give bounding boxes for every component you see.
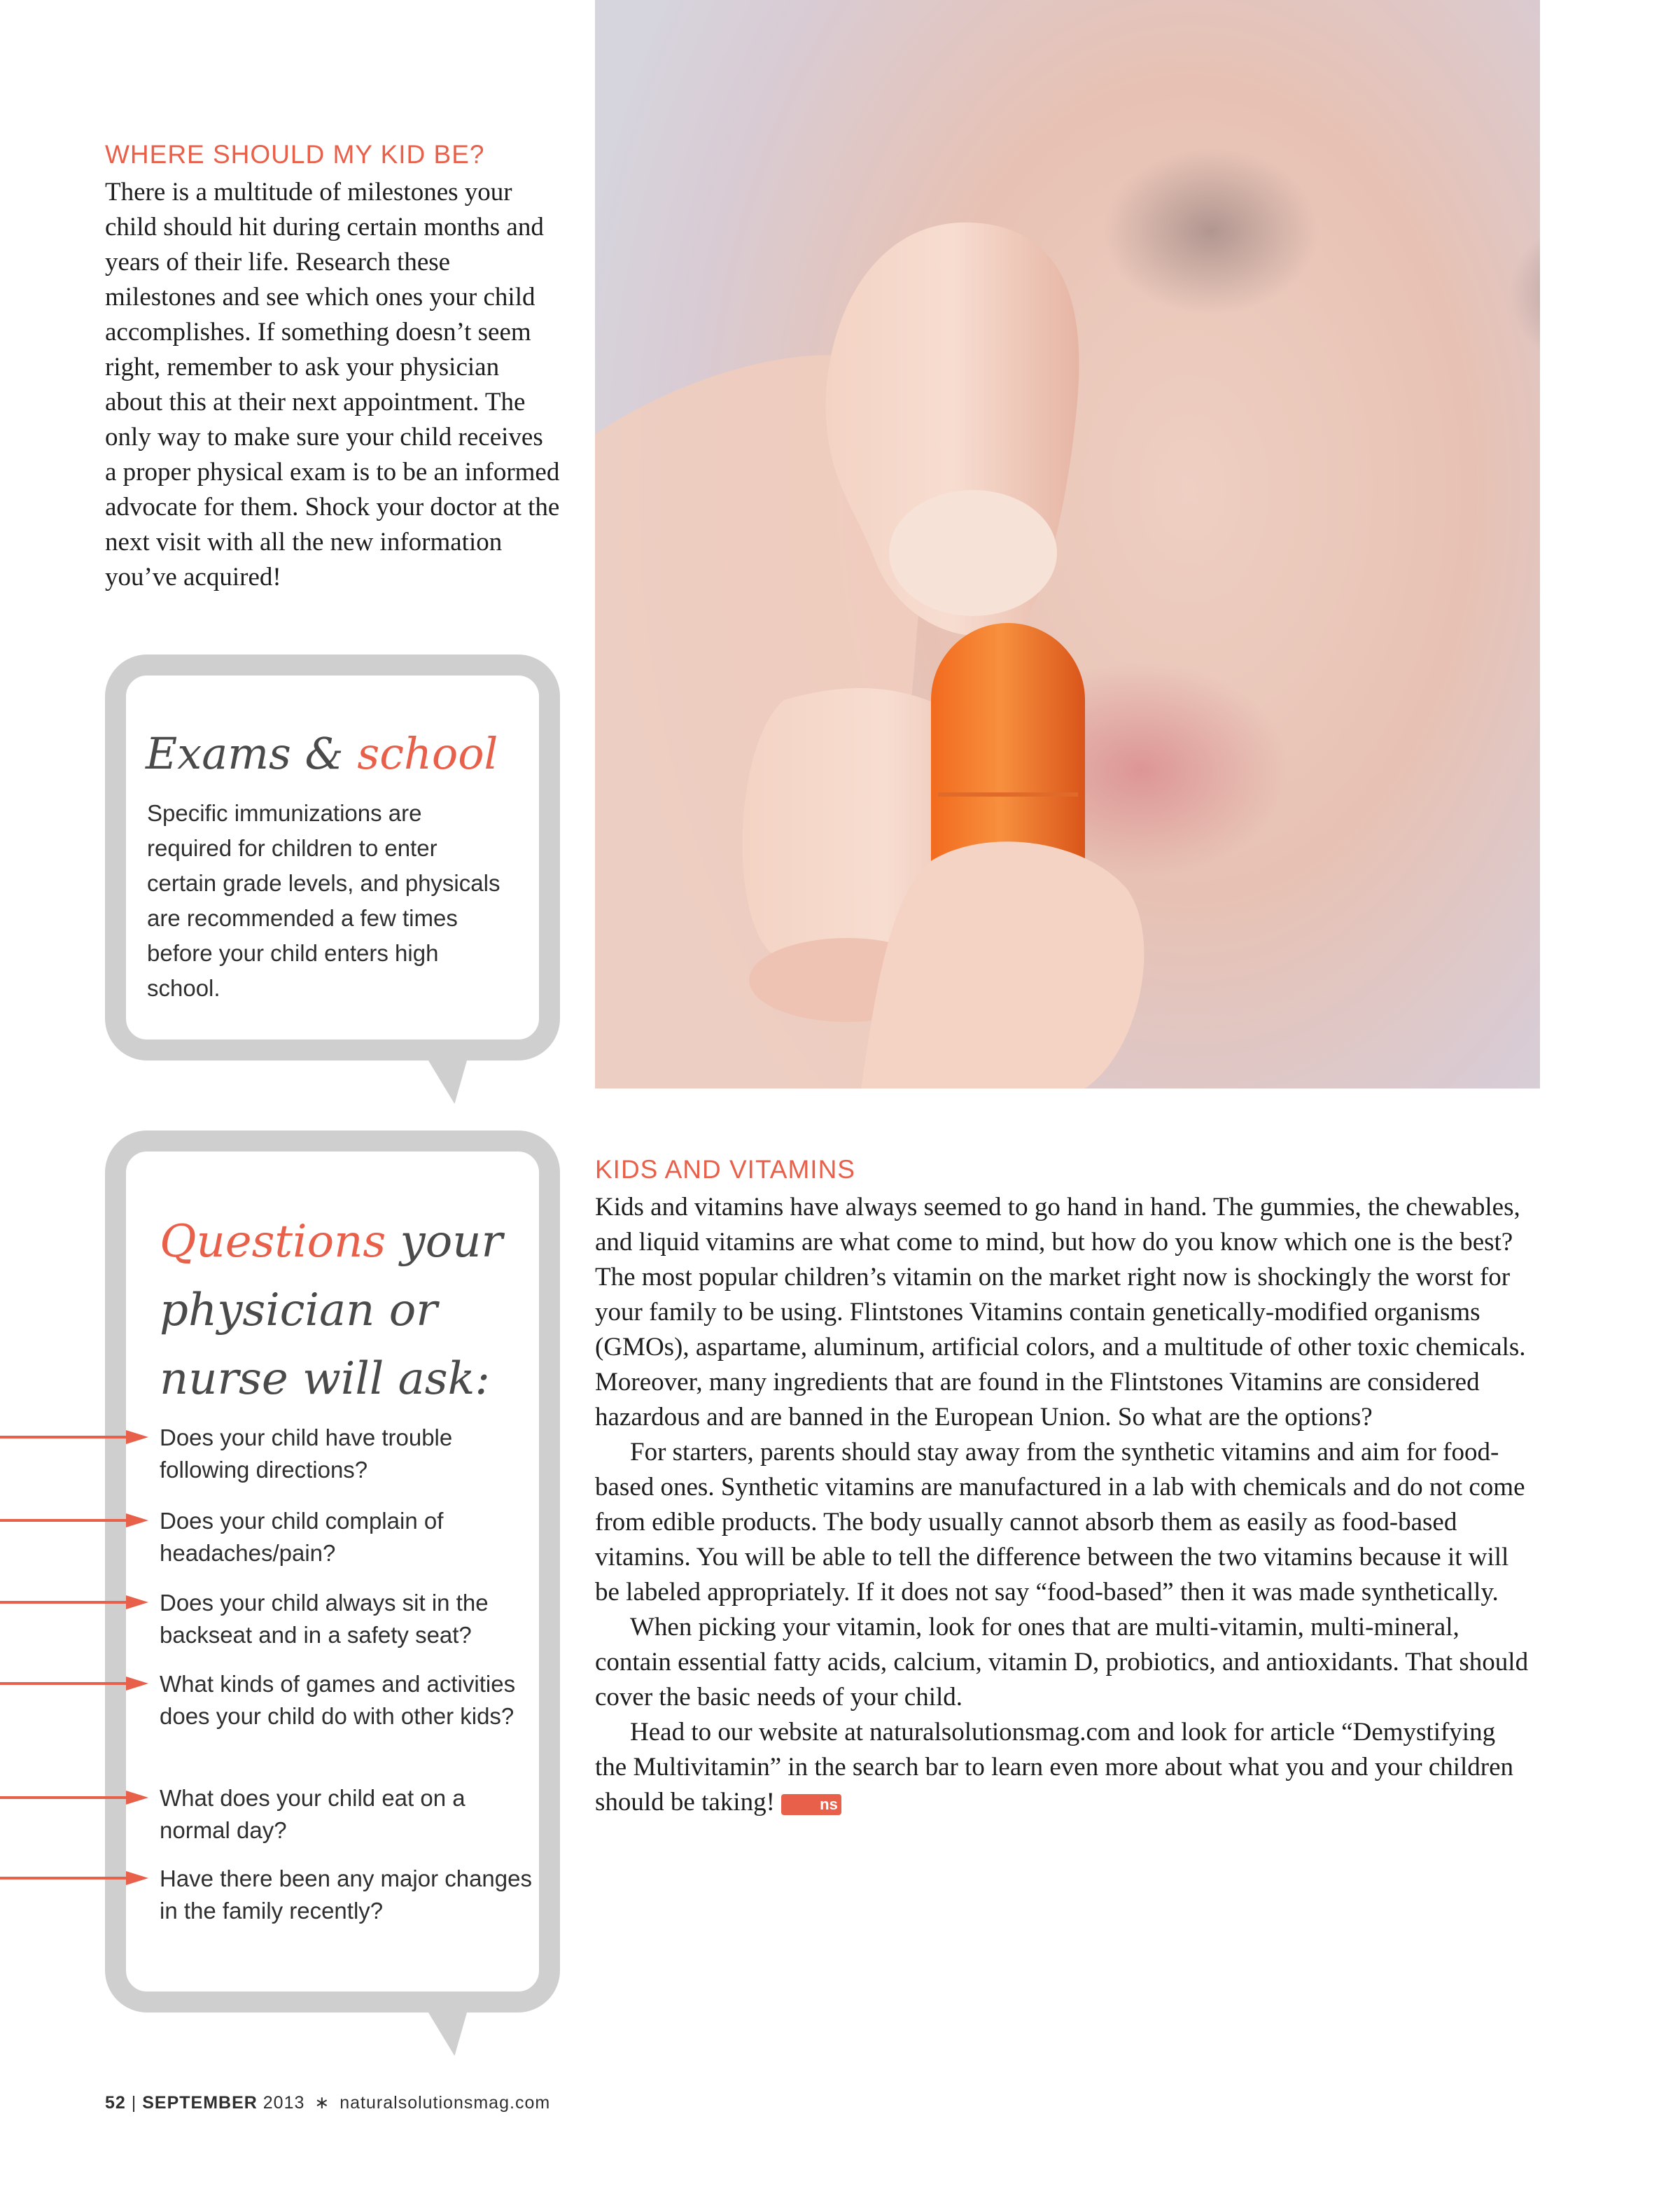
exams-title-part1: Exams &: [146, 728, 358, 779]
question-item: What does your child eat on a normal day?: [160, 1785, 465, 1843]
footer-year: 2013: [262, 2093, 305, 2113]
questions-title-accent: Questions: [160, 1216, 386, 1268]
vitamins-paragraph-4: [595, 1715, 1533, 1820]
exams-title-part2: school: [357, 728, 498, 779]
page-number: 52: [105, 2093, 126, 2113]
question-item: Does your child always sit in the backseat and in a safety seat?: [160, 1590, 489, 1648]
question-item: What kinds of games and activities does your child do with other kids?: [160, 1671, 516, 1729]
vitamins-paragraph-3: When picking your vitamin, look for ones that are multi-vitamin, multi-mineral, contain essential fatty acids, calcium, vitamin D, probiotics, and antioxidants. That should cover the basic needs of your child.: [595, 1613, 1529, 1712]
arrow-icon: [0, 1513, 148, 1527]
section-title-vitamins: KIDS AND VITAMINS: [595, 1155, 855, 1184]
child-holding-vitamin-icon: [595, 0, 1540, 1088]
footer-separator: |: [131, 2093, 137, 2113]
exams-school-bubble-tail: [416, 1041, 472, 1104]
vitamins-paragraph-1: Kids and vitamins have always seemed to go hand in hand. The gummies, the chewables, and liquid vitamins are what come to mind, but how do you know which one is the best? The most popular children’s vitamin on the market right now is shockingly the worst for your family to be using. Flintstones Vitamins contain genetically-modified organisms (GMOs), aspartame, aluminum, artificial colors, and a multitude of other toxic chemicals. Moreover, many ingredients that are found in the Flintstones Vitamins are considered hazardous and are banned in the European Union. So what are the options?: [595, 1193, 1526, 1432]
page-footer: [105, 2092, 550, 2113]
child-vitamin-photo: [595, 0, 1540, 1088]
questions-title: [160, 1208, 503, 1413]
footer-star-icon: ∗: [314, 2093, 330, 2113]
arrow-icon: [0, 1595, 148, 1609]
section-title-milestones: WHERE SHOULD MY KID BE?: [105, 140, 485, 169]
footer-site: naturalsolutionsmag.com: [340, 2093, 551, 2113]
exams-school-body: Specific immunizations are required for children to enter certain grade levels, and physicals are recommended a few times before your child enters high school.: [147, 800, 500, 1001]
milestones-body: [105, 175, 560, 595]
arrow-icon: [0, 1676, 148, 1690]
questions-title-rest2: physician or: [160, 1284, 438, 1336]
ns-end-mark-icon: ns: [781, 1794, 841, 1815]
vitamins-body: [595, 1190, 1533, 1820]
questions-title-rest1: your: [386, 1216, 503, 1268]
questions-bubble-tail: [416, 1993, 472, 2056]
vitamins-paragraph-4-text: Head to our website at naturalsolutionsmag.com and look for article “Demystifying the Multivitamin” in the search bar to learn even more about what you and your children should be taking!: [595, 1718, 1514, 1816]
question-item: Does your child have trouble following directions?: [160, 1424, 453, 1483]
footer-issue: SEPTEMBER: [142, 2093, 258, 2113]
arrow-icon: [0, 1430, 148, 1444]
arrow-icon: [0, 1871, 148, 1885]
vitamins-paragraph-2: For starters, parents should stay away from the synthetic vitamins and aim for food-based ones. Synthetic vitamins are manufactured in a lab with chemicals and do not come from edible products. The body usually cannot absorb them as easily as food-based vitamins. You will be able to tell the difference between the two vitamins because it will be labeled appropriately. If it does not say “food-based” then it was made synthetically.: [595, 1438, 1525, 1606]
question-item: Does your child complain of headaches/pain?: [160, 1508, 444, 1566]
exams-school-title: [146, 728, 498, 779]
question-item: Have there been any major changes in the family recently?: [160, 1865, 532, 1924]
arrow-icon: [0, 1791, 148, 1805]
questions-title-rest3: nurse will ask:: [160, 1353, 490, 1405]
milestones-paragraph: There is a multitude of milestones your child should hit during certain months and years of their life. Research these milestones and see which ones your child accomplishes. If something doesn’t seem right, remember to ask your physician about this at their next appointment. The only way to make sure your child receives a proper physical exam is to be an informed advocate for them. Shock your doctor at the next visit with all the new information you’ve acquired!: [105, 178, 560, 592]
